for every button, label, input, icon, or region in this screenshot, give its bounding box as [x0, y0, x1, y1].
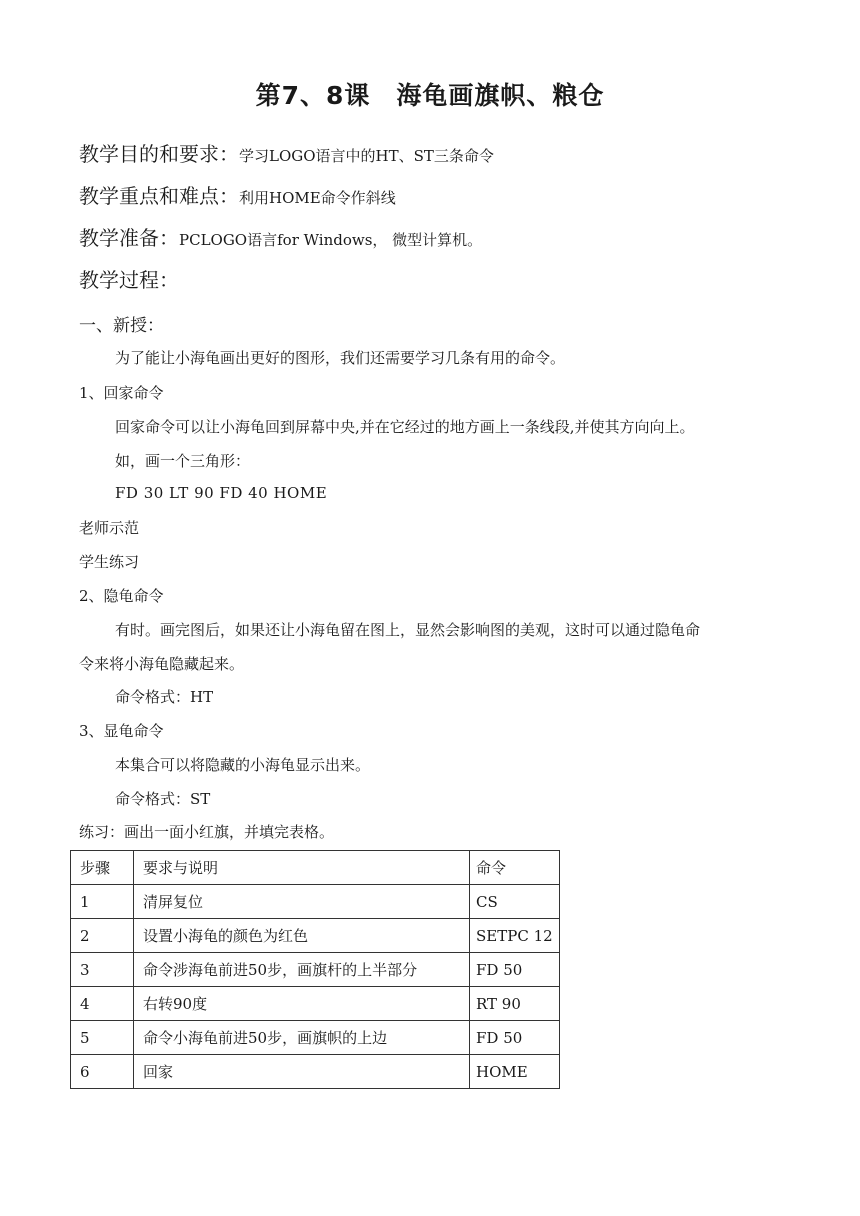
focus-text: 利用HOME命令作斜线: [239, 189, 396, 207]
step-command: FD 50: [470, 1021, 560, 1055]
step-number: 5: [71, 1021, 134, 1055]
table-row: [71, 953, 560, 987]
cmd3-heading: 3、显龟命令: [79, 722, 164, 740]
focus-line: [79, 180, 396, 209]
prep-text: PCLOGO语言for Windows， 微型计算机。: [179, 231, 483, 249]
table-row: [71, 919, 560, 953]
header-command: 命令: [470, 851, 560, 885]
table-header-row: [71, 851, 560, 885]
process-label: 教学过程：: [79, 268, 179, 292]
objectives-text: 学习LOGO语言中的HT、ST三条命令: [239, 147, 494, 165]
step-number: 3: [71, 953, 134, 987]
step-number: 1: [71, 885, 134, 919]
steps-table: [70, 850, 560, 1089]
step-command: SETPC 12: [470, 919, 560, 953]
step-description: 命令小海龟前进50步，画旗帜的上边: [134, 1021, 470, 1055]
intro-paragraph: 为了能让小海龟画出更好的图形，我们还需要学习几条有用的命令。: [115, 349, 566, 367]
page-title: 第7、8课 海龟画旗帜、粮仓: [255, 81, 605, 110]
step-description: 回家: [134, 1055, 470, 1089]
focus-label: 教学重点和难点：: [79, 184, 239, 208]
exercise-text: 练习：画出一面小红旗，并填完表格。: [79, 823, 335, 841]
objectives-line: [79, 138, 494, 167]
table-row: [71, 1055, 560, 1089]
table-row: [71, 885, 560, 919]
header-step: 步骤: [71, 851, 134, 885]
cmd1-example: 如，画一个三角形：: [115, 452, 251, 470]
step-description: 设置小海龟的颜色为红色: [134, 919, 470, 953]
cmd1-code: FD 30 LT 90 FD 40 HOME: [115, 484, 328, 502]
step-number: 6: [71, 1055, 134, 1089]
cmd2-heading: 2、隐龟命令: [79, 587, 164, 605]
cmd2-format: 命令格式：HT: [115, 688, 214, 706]
step-description: 右转90度: [134, 987, 470, 1021]
step-command: CS: [470, 885, 560, 919]
cmd3-format: 命令格式：ST: [115, 790, 211, 808]
header-description: 要求与说明: [134, 851, 470, 885]
cmd1-heading: 1、回家命令: [79, 384, 164, 402]
table-row: [71, 1021, 560, 1055]
demo-text: 老师示范: [79, 519, 140, 537]
prep-label: 教学准备：: [79, 226, 179, 250]
prep-line: [79, 222, 482, 251]
step-description: 清屏复位: [134, 885, 470, 919]
table-row: [71, 987, 560, 1021]
step-number: 2: [71, 919, 134, 953]
step-command: HOME: [470, 1055, 560, 1089]
step-number: 4: [71, 987, 134, 1021]
cmd1-description: 回家命令可以让小海龟回到屏幕中央,并在它经过的地方画上一条线段,并使其方向向上。: [115, 418, 695, 436]
cmd2-description-line2: 令来将小海龟隐藏起来。: [79, 655, 245, 673]
step-description: 命令涉海龟前进50步，画旗杆的上半部分: [134, 953, 470, 987]
cmd3-description: 本集合可以将隐藏的小海龟显示出来。: [115, 756, 371, 774]
cmd2-description-line1: 有时。画完图后，如果还让小海龟留在图上，显然会影响图的美观，这时可以通过隐龟命: [115, 621, 701, 639]
step-command: RT 90: [470, 987, 560, 1021]
practice-text: 学生练习: [79, 553, 140, 571]
section-heading: 一、新授：: [79, 316, 164, 336]
process-line: [79, 264, 179, 293]
step-command: FD 50: [470, 953, 560, 987]
objectives-label: 教学目的和要求：: [79, 142, 239, 166]
